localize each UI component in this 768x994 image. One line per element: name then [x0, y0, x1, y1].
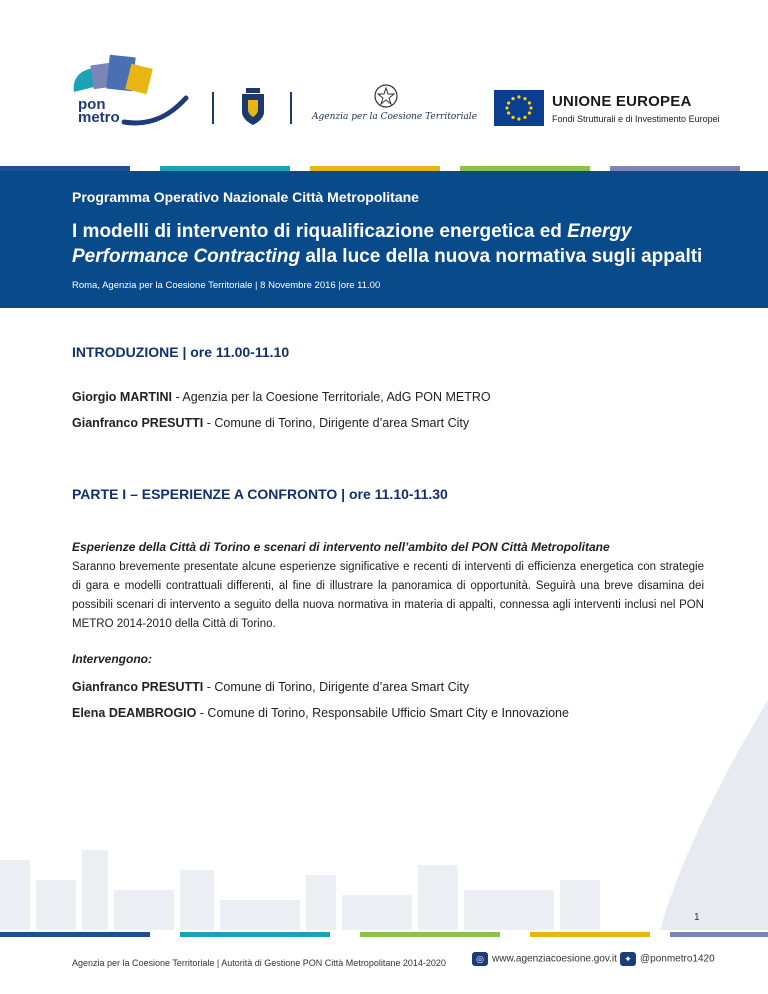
city-skyline-decoration	[0, 830, 640, 930]
footer-twitter[interactable]	[620, 952, 715, 966]
logo-bar	[0, 0, 768, 160]
footer-strip-segment	[670, 932, 768, 937]
speaker-role: - Comune di Torino, Responsabile Ufficio Smart City e Innovazione	[196, 706, 569, 720]
footer-strip-segment	[530, 932, 650, 937]
program-title: Programma Operativo Nazionale Città Metropolitane	[72, 189, 419, 205]
decorative-shape	[640, 700, 768, 930]
footer-strip-segment	[180, 932, 330, 937]
page-number: 1	[694, 912, 700, 923]
rome-crest-icon	[240, 88, 266, 126]
speaker-line	[72, 416, 469, 430]
event-title-part: I modelli di intervento di riqualificazione energetica ed	[72, 221, 568, 242]
intro-section-title: INTRODUZIONE | ore 11.00-11.10	[72, 344, 290, 360]
part1-section-title: PARTE I – ESPERIENZE A CONFRONTO | ore 11.10-11.30	[72, 486, 448, 502]
web-icon: ◎	[472, 952, 488, 966]
logo-separator	[212, 92, 214, 124]
event-title	[72, 219, 732, 269]
twitter-icon: ✦	[620, 952, 636, 966]
speaker-name: Gianfranco PRESUTTI	[72, 416, 204, 430]
speaker-line	[72, 706, 569, 720]
eu-subtitle: Fondi Strutturali e di Investimento Europei	[552, 114, 720, 124]
speaker-name: Elena DEAMBROGIO	[72, 706, 197, 720]
event-title-italic: Energy Performance Contracting	[72, 221, 632, 267]
speaker-line	[72, 390, 491, 404]
header-banner	[0, 171, 768, 308]
speaker-line	[72, 680, 469, 694]
footer-website[interactable]	[472, 952, 617, 966]
footer-strip-segment	[0, 932, 150, 937]
event-title-part: alla luce della nuova normativa sugli appalti	[300, 246, 703, 267]
logo-separator	[290, 92, 292, 124]
footer-twitter-text: @ponmetro1420	[640, 953, 715, 965]
speaker-role: - Comune di Torino, Dirigente d’area Smart City	[203, 680, 470, 694]
agency-script-logo: Agenzia per la Coesione Territoriale	[312, 112, 478, 122]
speaker-name: Giorgio MARTINI	[72, 390, 172, 404]
event-meta: Roma, Agenzia per la Coesione Territoriale | 8 Novembre 2016 |ore 11.00	[72, 280, 381, 291]
part1-paragraph: Saranno brevemente presentate alcune esperienze significative e recenti di interventi di efficienza energetica con strategie di gara e modelli contrattuali differenti, al fine di illustrare la panoramica di opportunità. Seguirà una breve disamina dei possibili scenari di intervento a seguito della nuova normativa in materia di appalti, connessa agli interventi inclusi nel PON METRO 2014-2010 della Città di Torino.	[72, 561, 704, 630]
footer-website-text: www.agenziacoesione.gov.it	[492, 953, 617, 965]
part1-subtitle: Esperienze della Città di Torino e scenari di intervento nell’ambito del PON Città Metropolitane	[72, 540, 610, 554]
speaker-name: Gianfranco PRESUTTI	[72, 680, 204, 694]
intervengono-label: Intervengono:	[72, 652, 152, 666]
pon-metro-wordmark: pon metro	[78, 96, 120, 126]
eu-flag-icon	[494, 90, 544, 126]
footer-strip-segment	[360, 932, 500, 937]
speaker-role: - Comune di Torino, Dirigente d’area Smart City	[203, 416, 470, 430]
speaker-role: - Agenzia per la Coesione Territoriale, AdG PON METRO	[172, 390, 491, 404]
italy-emblem-icon	[372, 82, 400, 112]
footer-authority: Agenzia per la Coesione Territoriale | Autorità di Gestione PON Città Metropolitane 2014-2020	[72, 958, 446, 968]
eu-title: UNIONE EUROPEA	[552, 93, 692, 110]
